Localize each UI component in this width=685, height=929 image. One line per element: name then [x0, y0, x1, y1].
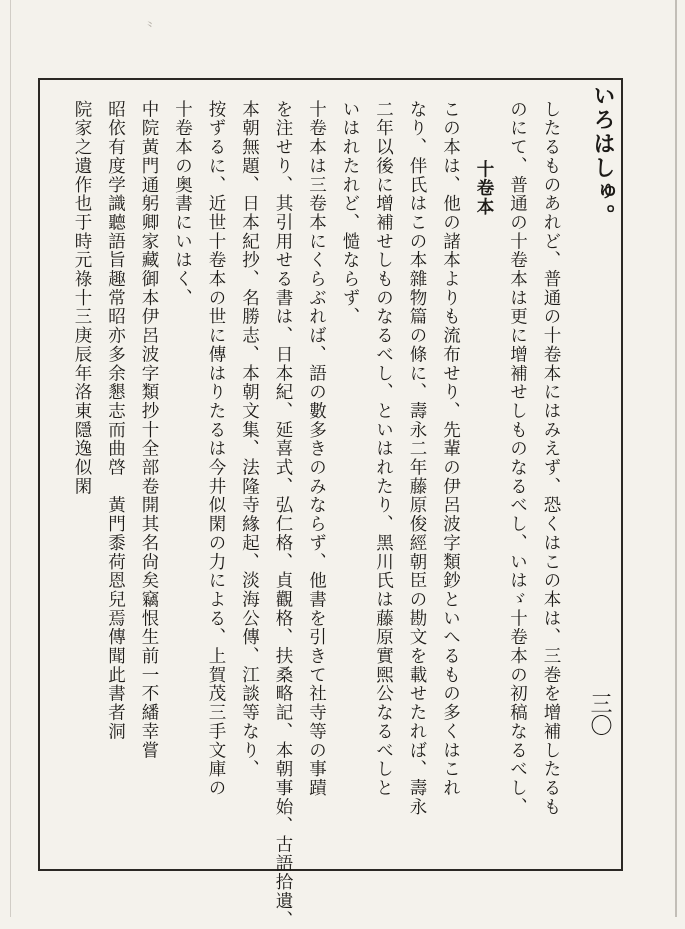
- text-line: したるものあれど、普通の十卷本にはみえず、恐くはこの本は、三巻を增補したるも: [541, 100, 561, 817]
- scan-left-edge: [10, 0, 11, 917]
- text-line: この本は、他の諸本よりも流布せり、先輩の伊呂波字類鈔といへるもの多くはこれ: [440, 100, 461, 798]
- text-line: 十卷本は三卷本にくらぶれば、語の數多きのみならず、他書を引きて社寺等の事蹟: [306, 100, 327, 798]
- text-line: 二年以後に增補せしものなるべし、といはれたり、黑川氏は藤原實煕公なるべしと: [373, 100, 394, 798]
- text-line: 按ずるに、近世十卷本の世に傳はりたるは今井似閑の力による、上賀茂三手文庫の: [206, 100, 226, 798]
- text-line: を注せり、其引用せる書は、日本紀、延喜式、弘仁格、貞觀格、扶桑略記、本朝事始、古語拾遺、: [273, 100, 293, 929]
- page-number: 三〇: [587, 692, 612, 736]
- text-line: 十卷本の奥書にいはく、: [172, 100, 193, 308]
- section-heading: 十卷本: [474, 160, 494, 217]
- vertical-text-body: [62, 100, 567, 929]
- running-header: いろはしゅ。: [590, 84, 616, 228]
- text-line: なり、伴氏はこの本雜物篇の條に、壽永二年藤原俊經朝臣の勘文を載せたれば、壽永: [407, 100, 427, 817]
- scan-right-edge: [675, 0, 677, 917]
- quoted-colophon-line: 昭依有度学識聽語旨趣常昭亦多余懇志而曲啓 黃門黍荷恩兒焉傳聞此書者洞: [105, 100, 126, 741]
- quoted-colophon-line: 院家之遺作也于時元祿十三庚辰年洛東隱逸似閑: [72, 100, 92, 496]
- text-line: いはれたれど、慥ならず、: [340, 100, 360, 327]
- text-line: のにて、普通の十卷本は更に增補せしものなるべし、いはゞ十卷本の初稿なるべし、: [507, 100, 528, 817]
- paper-speck: ⺀: [144, 20, 157, 34]
- quoted-colophon-line: 中院黃門通躬卿家藏御本伊呂波字類抄十全部卷開其名尙矣竊恨生前一不繙幸嘗: [139, 100, 159, 760]
- text-line: 本朝無題、日本紀抄、名勝志、本朝文集、法隆寺緣起、淡海公傳、江談等なり、: [239, 100, 260, 779]
